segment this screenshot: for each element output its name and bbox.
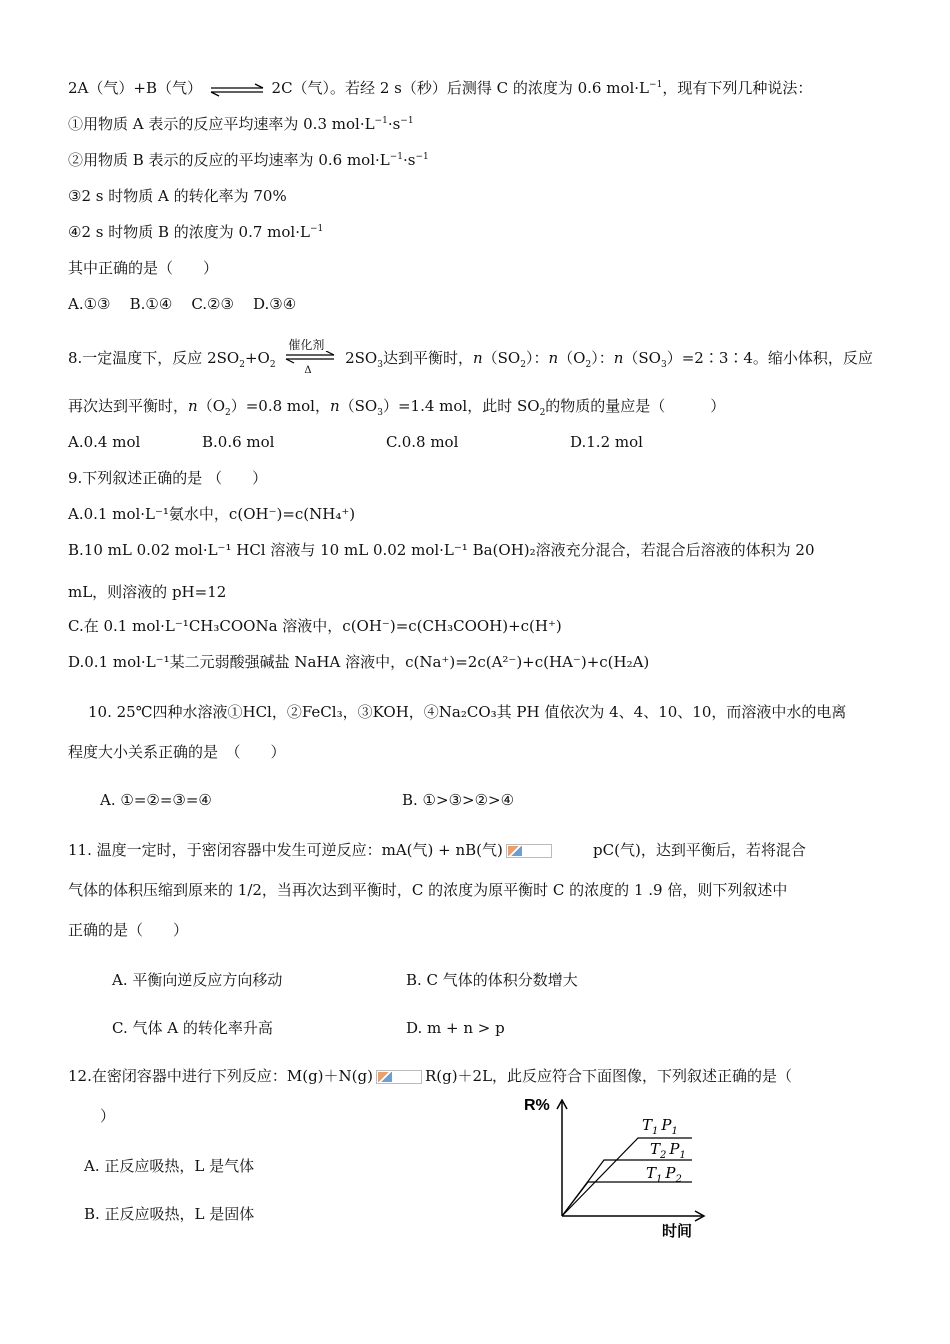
q9-option-c[interactable]: C.在 0.1 mol·L⁻¹CH₃COONa 溶液中，c(OH⁻)=c(CH₃COOH)+c(H⁺) [68, 617, 562, 635]
q9-stem: 9.下列叙述正确的是 （ ） [68, 469, 268, 487]
q10-option-b[interactable]: B. ①>③>②>④ [402, 791, 515, 809]
q12-line2: ） [100, 1107, 116, 1125]
q7-option-b[interactable]: B.①④ [129, 295, 173, 313]
curve-label-t1-p1: $T_1$ $P_1$ [642, 1116, 678, 1137]
q7-option-a[interactable]: A.①③ [68, 295, 111, 313]
q7-options [68, 294, 296, 314]
broken-image-icon [376, 1070, 422, 1084]
q8-option-b[interactable]: B.0.6 mol [202, 433, 275, 451]
q12-option-b[interactable]: B. 正反应吸热，L 是固体 [84, 1205, 255, 1223]
curve-label-t2-p1: $T_2$ $P_1$ [650, 1140, 686, 1161]
q10-line1: 10. 25℃四种水溶液①HCl，②FeCl₃，③KOH，④Na₂CO₃其 PH 值依次为 4、4、10、10，而溶液中水的电离 [88, 703, 847, 721]
q11-option-d[interactable]: D. m + n > p [406, 1019, 505, 1037]
q11-option-b[interactable]: B. C 气体的体积分数增大 [406, 971, 578, 989]
equilibrium-arrow-icon [209, 82, 265, 96]
q12-line1: 12.在密闭容器中进行下列反应：M(g)＋N(g) R(g)＋2L，此反应符合下面图像，下列叙述正确的是（ [68, 1067, 793, 1085]
q9-option-b-cont: mL，则溶液的 pH=12 [68, 583, 227, 601]
q7-statement-4: ④2 s 时物质 B 的浓度为 0.7 $mol\cdot L^{-1}$ [68, 223, 324, 241]
q7-stem: 其中正确的是（ ） [68, 259, 219, 277]
y-axis-label: R% [524, 1097, 550, 1114]
broken-image-icon [506, 844, 552, 858]
q9-option-a[interactable]: A.0.1 mol·L⁻¹氨水中，c(OH⁻)=c(NH₄⁺) [68, 505, 356, 523]
q9-option-b[interactable]: B.10 mL 0.02 mol·L⁻¹ HCl 溶液与 10 mL 0.02 mol·L⁻¹ Ba(OH)₂溶液充分混合，若混合后溶液的体积为 20 [68, 541, 815, 559]
q7-statement-3: ③2 s 时物质 A 的转化率为 70% [68, 187, 287, 205]
q9-option-d[interactable]: D.0.1 mol·L⁻¹某二元弱酸强碱盐 NaHA 溶液中，c(Na⁺)=2c(A²⁻)+c(HA⁻)+c(H₂A) [68, 653, 650, 671]
x-axis-label: 时间 [662, 1222, 693, 1240]
q7-option-c[interactable]: C.②③ [191, 295, 234, 313]
catalyst-arrow-icon: 催化剂 Δ [284, 349, 336, 369]
curve-t1-p2 [562, 1182, 692, 1216]
q11-line2: 气体的体积压缩到原来的 1/2，当再次达到平衡时，C 的浓度为原平衡时 C 的浓度的 1 .9 倍，则下列叙述中 [68, 881, 788, 899]
q7-statement-2: ②用物质 B 表示的反应的平均速率为 0.6 $mol\cdot L^{-1}\cdot s^{-1}$ [68, 151, 429, 169]
q11-option-c[interactable]: C. 气体 A 的转化率升高 [112, 1019, 273, 1037]
q8-line2: 再次达到平衡时，$n(O_2)=0.8$ mol，$n(SO_3)=1.4$ mol，此时 $SO_2$的物质的量应是（ ） [68, 397, 726, 418]
curve-label-t1-p2: $T_1$ $P_2$ [646, 1164, 682, 1185]
q11-line1: 11. 温度一定时，于密闭容器中发生可逆反应：mA(气) + nB(气) pC(气)，达到平衡后，若将混合 [68, 841, 806, 859]
q8-option-c[interactable]: C.0.8 mol [386, 433, 459, 451]
q10-line2: 程度大小关系正确的是 （ ） [68, 743, 286, 761]
q12-graph [520, 1092, 710, 1242]
q11-option-a[interactable]: A. 平衡向逆反应方向移动 [112, 971, 283, 989]
q8-line1: 8.一定温度下，反应 $2SO_2+O_2$ 催化剂 Δ $2SO_3$达到平衡时，$n(SO_2)$：$n(O_2)$：$n(SO_3)=2∶3∶4$。缩小体积，反应 [68, 338, 873, 376]
q10-option-a[interactable]: A. ①=②=③=④ [100, 791, 212, 809]
q7-line1: 2A（气）+B（气） 2C（气）。若经 2 s（秒）后测得 C 的浓度为 0.6 $mol\cdot L^{-1}$，现有下列几种说法： [68, 79, 813, 97]
q7-statement-1: ①用物质 A 表示的反应平均速率为 0.3 $mol\cdot L^{-1}\cdot s^{-1}$ [68, 115, 414, 133]
q11-line3: 正确的是（ ） [68, 921, 189, 939]
q7-option-d[interactable]: D.③④ [253, 295, 297, 313]
q8-option-d[interactable]: D.1.2 mol [570, 433, 643, 451]
q8-option-a[interactable]: A.0.4 mol [68, 433, 141, 451]
q12-option-a[interactable]: A. 正反应吸热，L 是气体 [84, 1157, 255, 1175]
